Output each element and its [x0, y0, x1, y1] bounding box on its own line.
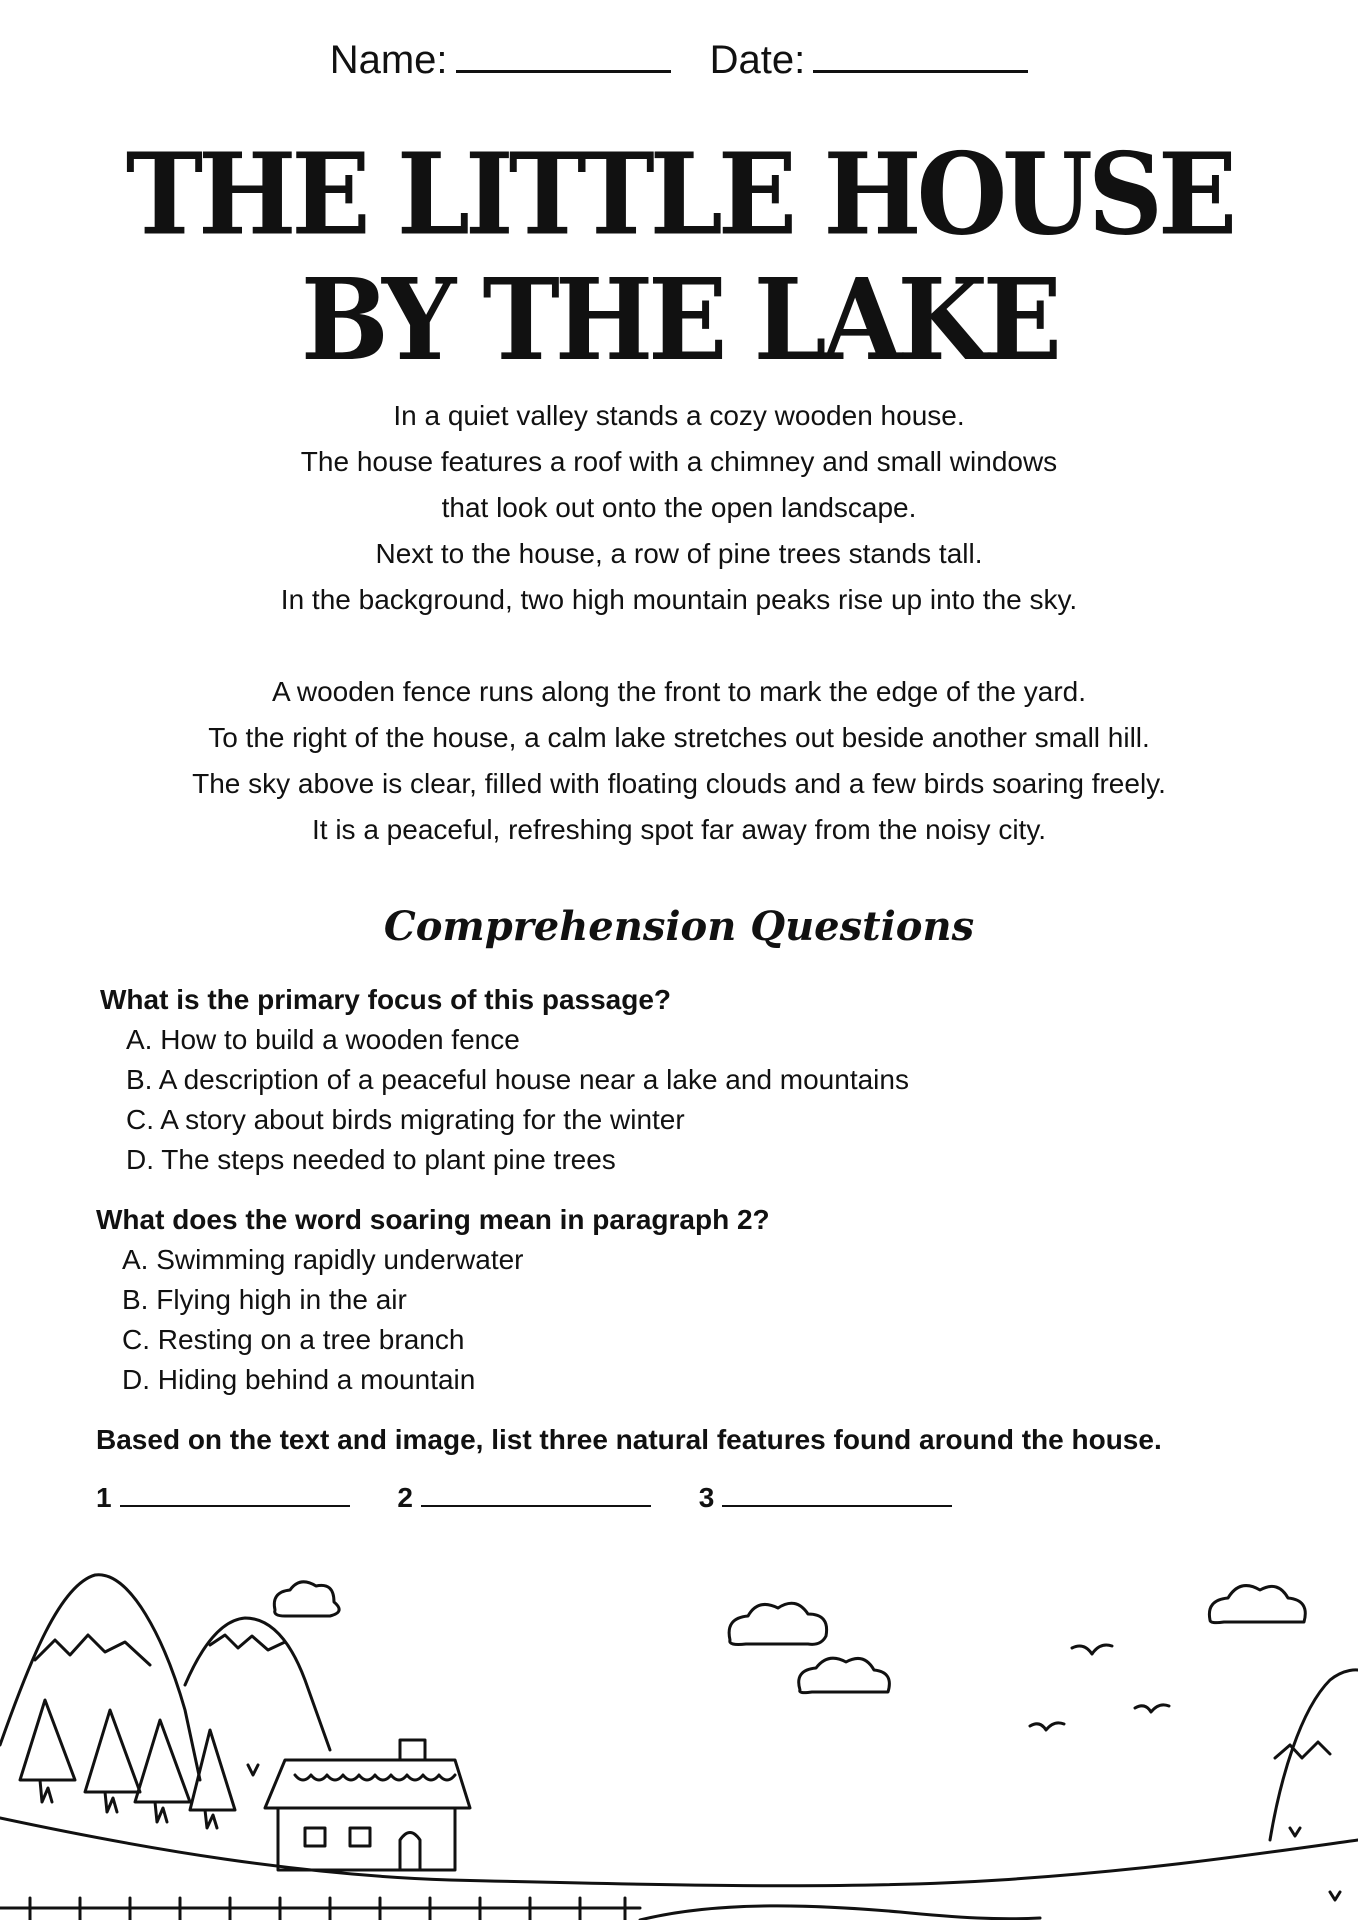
pine-tree — [85, 1710, 140, 1812]
house-chimney — [400, 1740, 425, 1760]
clouds — [274, 1582, 1305, 1693]
answer-option[interactable]: C. Resting on a tree branch — [122, 1324, 465, 1355]
house — [265, 1740, 470, 1870]
answer-option[interactable]: D. The steps needed to plant pine trees — [126, 1144, 616, 1175]
left-mountains — [0, 1575, 330, 1780]
reading-passage — [0, 393, 1358, 853]
pine-tree — [20, 1700, 75, 1802]
date-label: Date: — [709, 38, 806, 82]
question-text: What does the word soaring mean in paragraph 2? — [96, 1204, 770, 1235]
date-field[interactable] — [710, 38, 1029, 83]
wooden-fence — [0, 1898, 640, 1920]
mountain-snowcap-big — [35, 1635, 150, 1665]
hill-snowcap — [1275, 1742, 1330, 1758]
answer-option[interactable]: C. A story about birds migrating for the winter — [126, 1104, 685, 1135]
answer-number: 2 — [397, 1482, 413, 1513]
comprehension-section-title: Comprehension Questions — [383, 903, 975, 950]
passage-line: The sky above is clear, filled with floating clouds and a few birds soaring freely. — [192, 768, 1166, 799]
roof-shingles — [295, 1775, 455, 1780]
house-roof — [265, 1760, 470, 1808]
answer-blanks — [96, 1482, 992, 1514]
pine-tree — [135, 1720, 190, 1822]
mountain-small — [185, 1618, 330, 1750]
question-text: Based on the text and image, list three natural features found around the house. — [96, 1424, 1162, 1455]
right-hill — [1270, 1670, 1358, 1900]
hill-mark — [1330, 1892, 1340, 1900]
question-2 — [96, 1200, 770, 1400]
date-blank-line[interactable] — [813, 38, 1028, 73]
answer-option[interactable]: B. Flying high in the air — [122, 1284, 407, 1315]
answer-blank-3[interactable] — [699, 1482, 953, 1514]
bird — [1072, 1645, 1112, 1654]
answer-line[interactable] — [722, 1483, 952, 1507]
house-window — [305, 1828, 325, 1846]
cloud — [1209, 1586, 1305, 1623]
hill-mark — [1290, 1828, 1300, 1836]
name-blank-line[interactable] — [456, 38, 671, 73]
name-date-header — [0, 38, 1358, 83]
cloud — [729, 1603, 827, 1644]
answer-blank-2[interactable] — [397, 1482, 651, 1514]
answer-option[interactable]: B. A description of a peaceful house near a lake and mountains — [126, 1064, 909, 1095]
birds — [1030, 1645, 1169, 1730]
name-label: Name: — [329, 38, 448, 82]
hill-outline — [1270, 1670, 1358, 1840]
title-line-2: BY THE LAKE — [300, 252, 1058, 386]
passage-line: In a quiet valley stands a cozy wooden house. — [393, 400, 965, 431]
cloud — [274, 1582, 339, 1616]
house-door — [400, 1833, 420, 1871]
question-text: What is the primary focus of this passage? — [100, 984, 672, 1015]
mountain-snowcap-small — [210, 1635, 285, 1650]
answer-line[interactable] — [120, 1483, 350, 1507]
bird — [1135, 1705, 1169, 1712]
answer-line[interactable] — [421, 1483, 651, 1507]
answer-option[interactable]: D. Hiding behind a mountain — [122, 1364, 476, 1395]
passage-line: Next to the house, a row of pine trees stands tall. — [375, 538, 983, 569]
passage-line: It is a peaceful, refreshing spot far away from the noisy city. — [311, 814, 1047, 845]
paragraph-gap — [0, 623, 1358, 669]
landscape-illustration — [0, 1540, 1358, 1920]
worksheet-title — [0, 127, 1358, 386]
answer-number: 1 — [96, 1482, 112, 1513]
lake-edge — [640, 1906, 1040, 1920]
answer-option[interactable]: A. How to build a wooden fence — [126, 1024, 520, 1055]
pine-tree — [190, 1730, 235, 1828]
question-1 — [100, 980, 909, 1180]
question-3 — [96, 1420, 1316, 1460]
pine-trees — [20, 1700, 258, 1828]
bird — [1030, 1723, 1064, 1730]
passage-line: In the background, two high mountain peaks rise up into the sky. — [280, 584, 1078, 615]
grass-tuft — [248, 1765, 258, 1775]
passage-line: To the right of the house, a calm lake stretches out beside another small hill. — [208, 722, 1150, 753]
title-line-1: THE LITTLE HOUSE — [125, 127, 1233, 261]
passage-line: that look out onto the open landscape. — [441, 492, 917, 523]
passage-line: The house features a roof with a chimney and small windows — [300, 446, 1058, 477]
cloud — [799, 1658, 890, 1693]
answer-blank-1[interactable] — [96, 1482, 350, 1514]
ground-line — [0, 1818, 1358, 1886]
passage-line: A wooden fence runs along the front to mark the edge of the yard. — [271, 676, 1087, 707]
house-window — [350, 1828, 370, 1846]
answer-number: 3 — [698, 1482, 715, 1513]
answer-option[interactable]: A. Swimming rapidly underwater — [122, 1244, 524, 1275]
name-field[interactable] — [330, 38, 671, 83]
